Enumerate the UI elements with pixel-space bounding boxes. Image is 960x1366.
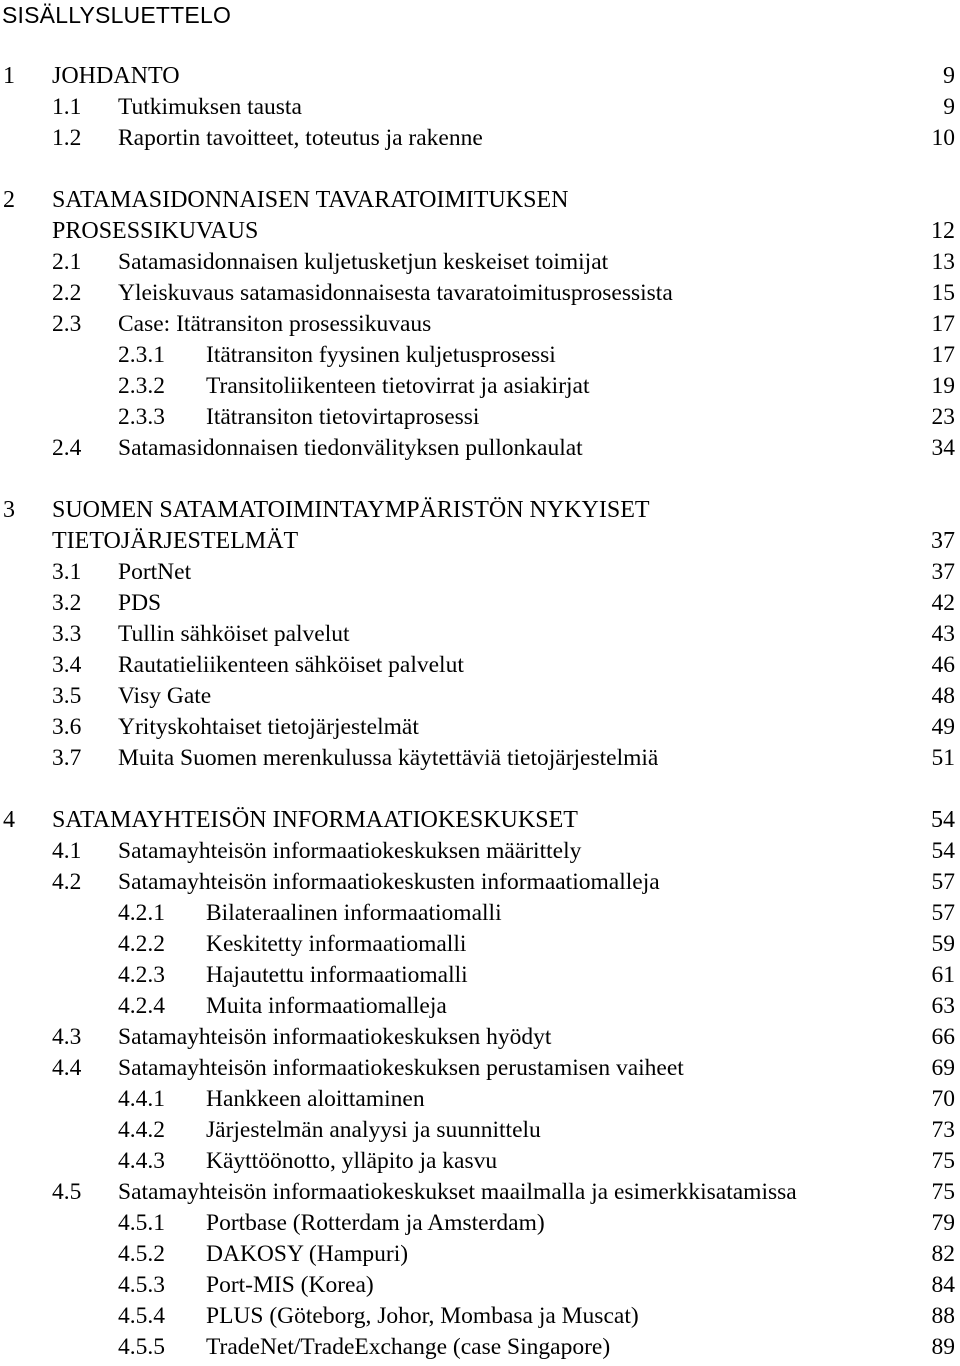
section-title: Satamayhteisön informaatiokeskusten informaatiomalleja — [118, 869, 660, 895]
section-title: Port-MIS (Korea) — [206, 1272, 374, 1298]
section-number: 4.2.4 — [118, 993, 165, 1019]
page-number: 19 — [931, 373, 955, 399]
page-number: 34 — [931, 435, 955, 461]
toc-entry — [0, 1084, 960, 1115]
section-number: 4.2 — [52, 869, 82, 895]
page-number: 73 — [931, 1117, 955, 1143]
page-number: 66 — [931, 1024, 955, 1050]
toc-entry — [0, 991, 960, 1022]
section-number: 3.5 — [52, 683, 82, 709]
toc-chapter-entry — [0, 526, 960, 557]
section-title: Satamayhteisön informaatiokeskukset maailmalla ja esimerkkisatamissa — [118, 1179, 797, 1205]
section-number: 3.7 — [52, 745, 82, 771]
page-number: 37 — [931, 528, 955, 554]
section-title: Satamayhteisön informaatiokeskuksen määrittely — [118, 838, 582, 864]
page-number: 54 — [931, 807, 955, 833]
toc-entry — [0, 371, 960, 402]
section-title: Raportin tavoitteet, toteutus ja rakenne — [118, 125, 483, 151]
section-number: 1 — [3, 63, 15, 89]
toc-entry — [0, 1115, 960, 1146]
toc-entry — [0, 960, 960, 991]
section-title: Hajautettu informaatiomalli — [206, 962, 468, 988]
toc-entry — [0, 1177, 960, 1208]
toc-entry — [0, 123, 960, 154]
toc-entry — [0, 278, 960, 309]
toc-entry — [0, 929, 960, 960]
page-number: 63 — [931, 993, 955, 1019]
toc-entry — [0, 309, 960, 340]
section-number: 4.5.1 — [118, 1210, 165, 1236]
section-number: 4.5.5 — [118, 1334, 165, 1360]
page-number: 89 — [931, 1334, 955, 1360]
section-number: 2.3.2 — [118, 373, 165, 399]
toc-entry — [0, 836, 960, 867]
section-title: Satamayhteisön informaatiokeskuksen hyödyt — [118, 1024, 552, 1050]
section-number: 4.2.2 — [118, 931, 165, 957]
page-number: 70 — [931, 1086, 955, 1112]
section-title: Satamasidonnaisen tiedonvälityksen pullonkaulat — [118, 435, 583, 461]
section-number: 4.5.3 — [118, 1272, 165, 1298]
section-title: Käyttöönotto, ylläpito ja kasvu — [206, 1148, 498, 1174]
section-number: 4.5 — [52, 1179, 82, 1205]
toc-entry — [0, 1053, 960, 1084]
toc-entry — [0, 681, 960, 712]
toc-entry — [0, 1022, 960, 1053]
section-title: PLUS (Göteborg, Johor, Mombasa ja Muscat) — [206, 1303, 639, 1329]
toc-entry — [0, 402, 960, 433]
section-title: SUOMEN SATAMATOIMINTAYMPÄRISTÖN NYKYISET — [52, 497, 650, 523]
section-title: Visy Gate — [118, 683, 212, 709]
section-title: JOHDANTO — [52, 63, 180, 89]
section-number: 3.4 — [52, 652, 82, 678]
toc-entry — [0, 1239, 960, 1270]
toc-entry — [0, 92, 960, 123]
section-number: 3.6 — [52, 714, 82, 740]
page-number: 42 — [931, 590, 955, 616]
section-title: TIETOJÄRJESTELMÄT — [52, 528, 299, 554]
section-title: SATAMAYHTEISÖN INFORMAATIOKESKUKSET — [52, 807, 578, 833]
section-title: Satamasidonnaisen kuljetusketjun keskeiset toimijat — [118, 249, 609, 275]
section-title: Muita Suomen merenkulussa käytettäviä tietojärjestelmiä — [118, 745, 659, 771]
page-number: 75 — [931, 1179, 955, 1205]
section-title: Järjestelmän analyysi ja suunnittelu — [206, 1117, 541, 1143]
toc-entry — [0, 712, 960, 743]
section-title: Itätransiton fyysinen kuljetusprosessi — [206, 342, 556, 368]
section-number: 1.2 — [52, 125, 82, 151]
page-number: 59 — [931, 931, 955, 957]
section-number: 4.4.2 — [118, 1117, 165, 1143]
section-number: 4.3 — [52, 1024, 82, 1050]
page-number: 9 — [943, 63, 955, 89]
toc-entry — [0, 867, 960, 898]
page-number: 57 — [931, 869, 955, 895]
page-number: 69 — [931, 1055, 955, 1081]
section-title: Muita informaatiomalleja — [206, 993, 447, 1019]
section-number: 4.2.1 — [118, 900, 165, 926]
section-number: 4.1 — [52, 838, 82, 864]
toc-entry — [0, 898, 960, 929]
toc-entry — [0, 650, 960, 681]
page-number: 48 — [931, 683, 955, 709]
section-number: 4.2.3 — [118, 962, 165, 988]
page-number: 88 — [931, 1303, 955, 1329]
page-title: SISÄLLYSLUETTELO — [2, 2, 232, 28]
page-number: 79 — [931, 1210, 955, 1236]
toc-chapter-entry — [0, 61, 960, 92]
toc-entry — [0, 433, 960, 464]
page-number: 9 — [943, 94, 955, 120]
section-number: 4.5.4 — [118, 1303, 165, 1329]
section-title: Portbase (Rotterdam ja Amsterdam) — [206, 1210, 545, 1236]
page-number: 13 — [931, 249, 955, 275]
page-number: 54 — [931, 838, 955, 864]
section-number: 4.5.2 — [118, 1241, 165, 1267]
section-number: 2.4 — [52, 435, 82, 461]
section-number: 1.1 — [52, 94, 82, 120]
section-title: Bilateraalinen informaatiomalli — [206, 900, 502, 926]
page-number: 61 — [931, 962, 955, 988]
toc-entry — [0, 743, 960, 774]
section-title: Case: Itätransiton prosessikuvaus — [118, 311, 432, 337]
section-title: TradeNet/TradeExchange (case Singapore) — [206, 1334, 611, 1360]
page-number: 37 — [931, 559, 955, 585]
toc-entry — [0, 247, 960, 278]
section-number: 4 — [3, 807, 15, 833]
page-number: 75 — [931, 1148, 955, 1174]
toc-entry — [0, 1270, 960, 1301]
section-number: 2.1 — [52, 249, 82, 275]
section-title: Itätransiton tietovirtaprosessi — [206, 404, 480, 430]
toc-entry — [0, 588, 960, 619]
toc-entry — [0, 1146, 960, 1177]
section-number: 4.4.1 — [118, 1086, 165, 1112]
section-title: Rautatieliikenteen sähköiset palvelut — [118, 652, 464, 678]
toc-chapter-entry — [0, 495, 960, 526]
section-title: Hankkeen aloittaminen — [206, 1086, 425, 1112]
section-title: Keskitetty informaatiomalli — [206, 931, 467, 957]
section-title: Transitoliikenteen tietovirrat ja asiakirjat — [206, 373, 590, 399]
section-number: 2.3.3 — [118, 404, 165, 430]
page-number: 51 — [931, 745, 955, 771]
section-title: PDS — [118, 590, 162, 616]
toc-entry — [0, 619, 960, 650]
section-title: Yleiskuvaus satamasidonnaisesta tavaratoimitusprosessista — [118, 280, 673, 306]
page-number: 17 — [931, 342, 955, 368]
page-number: 84 — [931, 1272, 955, 1298]
page-number: 12 — [931, 218, 955, 244]
section-title: Satamayhteisön informaatiokeskuksen perustamisen vaiheet — [118, 1055, 684, 1081]
section-title: Yrityskohtaiset tietojärjestelmät — [118, 714, 419, 740]
toc-entry — [0, 557, 960, 588]
section-title: PortNet — [118, 559, 192, 585]
page-number: 23 — [931, 404, 955, 430]
section-number: 4.4.3 — [118, 1148, 165, 1174]
section-title: Tullin sähköiset palvelut — [118, 621, 350, 647]
page-number: 57 — [931, 900, 955, 926]
section-number: 3.1 — [52, 559, 82, 585]
section-title: DAKOSY (Hampuri) — [206, 1241, 409, 1267]
page-number: 10 — [931, 125, 955, 151]
toc-entry — [0, 1208, 960, 1239]
toc-entry — [0, 1301, 960, 1332]
section-number: 4.4 — [52, 1055, 82, 1081]
section-number: 2.2 — [52, 280, 82, 306]
page-number: 43 — [931, 621, 955, 647]
section-number: 3 — [3, 497, 15, 523]
page-number: 17 — [931, 311, 955, 337]
section-number: 2 — [3, 187, 15, 213]
page-number: 15 — [931, 280, 955, 306]
page-number: 49 — [931, 714, 955, 740]
toc-chapter-entry — [0, 216, 960, 247]
toc-entry — [0, 340, 960, 371]
section-title: PROSESSIKUVAUS — [52, 218, 259, 244]
section-number: 2.3 — [52, 311, 82, 337]
toc-entry — [0, 1332, 960, 1363]
page-number: 46 — [931, 652, 955, 678]
section-number: 3.3 — [52, 621, 82, 647]
section-title: SATAMASIDONNAISEN TAVARATOIMITUKSEN — [52, 187, 569, 213]
page-number: 82 — [931, 1241, 955, 1267]
toc-chapter-entry — [0, 805, 960, 836]
toc-chapter-entry — [0, 185, 960, 216]
section-number: 2.3.1 — [118, 342, 165, 368]
section-title: Tutkimuksen tausta — [118, 94, 302, 120]
section-number: 3.2 — [52, 590, 82, 616]
